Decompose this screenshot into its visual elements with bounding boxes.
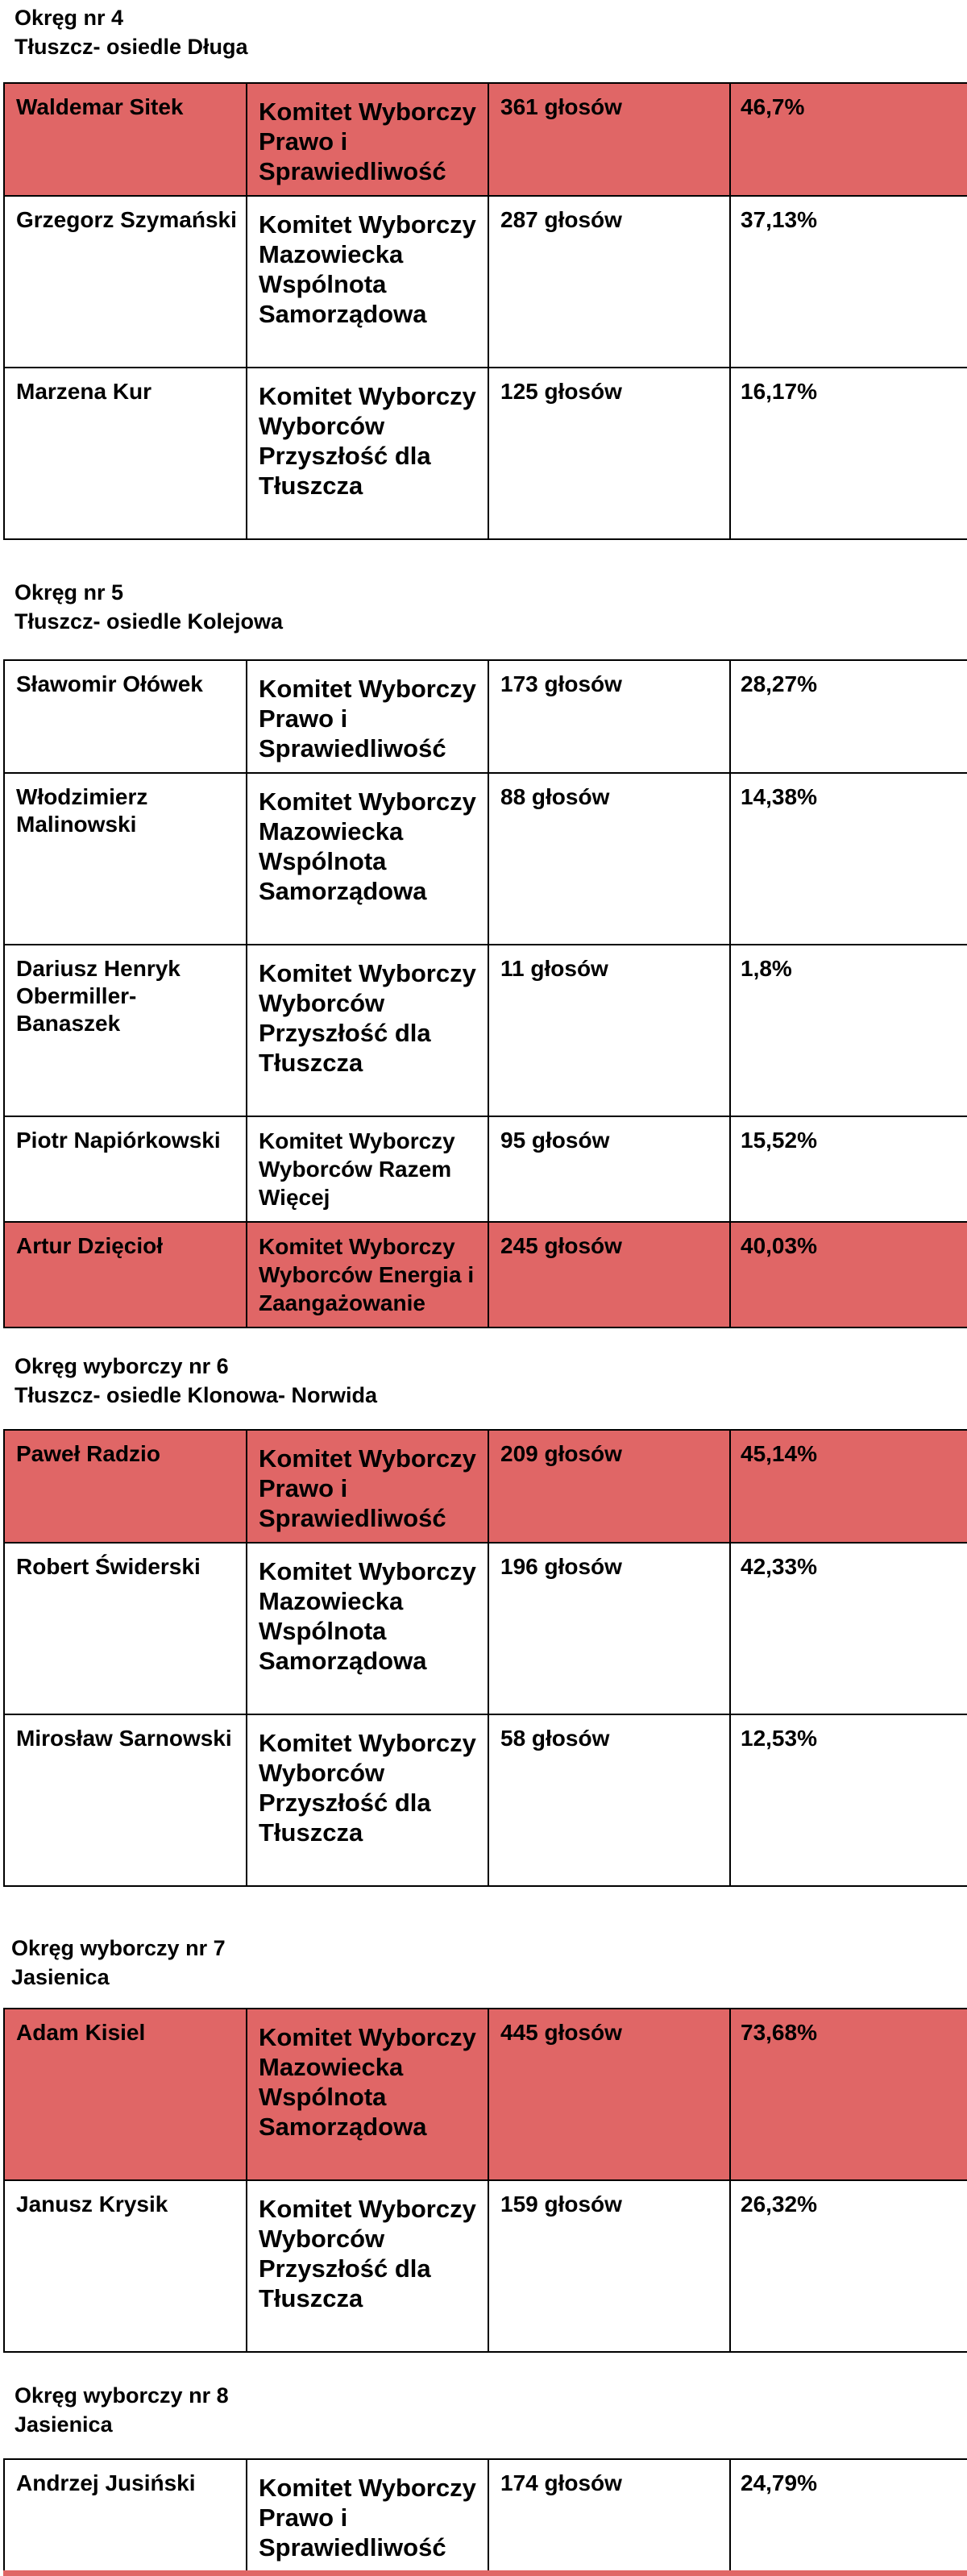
vote-percent: 37,13% <box>730 196 967 368</box>
district-title: Okręg nr 5 <box>15 580 124 605</box>
vote-percent: 1,8% <box>730 945 967 1116</box>
candidate-name: Paweł Radzio <box>4 1430 247 1543</box>
district-title: Okręg nr 4 <box>15 6 124 30</box>
candidate-name: Mirosław Sarnowski <box>4 1714 247 1886</box>
candidate-name: Artur Dzięcioł <box>4 1222 247 1327</box>
table-row <box>4 1222 967 1327</box>
vote-percent: 73,68% <box>730 2009 967 2180</box>
vote-count: 125 głosów <box>488 368 730 539</box>
committee-name: Komitet Wyborczy Wyborców Razem Więcej <box>247 1116 488 1222</box>
district-subtitle: Tłuszcz- osiedle Klonowa- Norwida <box>15 1383 378 1407</box>
vote-count: 445 głosów <box>488 2009 730 2180</box>
table-row <box>4 2459 967 2572</box>
table-row <box>4 368 967 539</box>
district-8-results-table <box>3 2458 967 2573</box>
vote-count: 209 głosów <box>488 1430 730 1543</box>
vote-count: 88 głosów <box>488 773 730 945</box>
district-subtitle: Jasienica <box>11 1965 110 1989</box>
table-row <box>4 660 967 773</box>
committee-name: Komitet Wyborczy Wyborców Przyszłość dla Tłuszcza <box>247 945 488 1116</box>
table-row <box>4 2180 967 2352</box>
district-title: Okręg wyborczy nr 8 <box>15 2383 229 2408</box>
committee-name: Komitet Wyborczy Wyborców Energia i Zaangażowanie <box>247 1222 488 1327</box>
candidate-name: Adam Kisiel <box>4 2009 247 2180</box>
committee-name: Komitet Wyborczy Wyborców Przyszłość dla Tłuszcza <box>247 2180 488 2352</box>
committee-name: Komitet Wyborczy Mazowiecka Wspólnota Samorządowa <box>247 1543 488 1714</box>
vote-count: 361 głosów <box>488 83 730 196</box>
table-row <box>4 196 967 368</box>
district-5-results-table <box>3 659 967 1328</box>
table-row <box>4 1116 967 1222</box>
vote-percent: 45,14% <box>730 1430 967 1543</box>
candidate-name: Piotr Napiórkowski <box>4 1116 247 1222</box>
district-subtitle: Tłuszcz- osiedle Kolejowa <box>15 609 284 634</box>
table-row <box>4 773 967 945</box>
candidate-name: Janusz Krysik <box>4 2180 247 2352</box>
vote-percent: 26,32% <box>730 2180 967 2352</box>
vote-count: 11 głosów <box>488 945 730 1116</box>
vote-percent: 42,33% <box>730 1543 967 1714</box>
district-5-heading <box>15 578 901 636</box>
table-row <box>4 1430 967 1543</box>
district-8-heading <box>15 2381 901 2439</box>
committee-name: Komitet Wyborczy Wyborców Przyszłość dla Tłuszcza <box>247 1714 488 1886</box>
district-6-results-table <box>3 1429 967 1887</box>
vote-count: 58 głosów <box>488 1714 730 1886</box>
candidate-name: Waldemar Sitek <box>4 83 247 196</box>
vote-count: 95 głosów <box>488 1116 730 1222</box>
committee-name: Komitet Wyborczy Mazowiecka Wspólnota Samorządowa <box>247 196 488 368</box>
committee-name: Komitet Wyborczy Wyborców Przyszłość dla Tłuszcza <box>247 368 488 539</box>
candidate-name: Dariusz Henryk Obermiller- Banaszek <box>4 945 247 1116</box>
committee-name: Komitet Wyborczy Prawo i Sprawiedliwość <box>247 660 488 773</box>
vote-percent: 28,27% <box>730 660 967 773</box>
committee-name: Komitet Wyborczy Prawo i Sprawiedliwość <box>247 1430 488 1543</box>
vote-count: 159 głosów <box>488 2180 730 2352</box>
candidate-name: Sławomir Ołówek <box>4 660 247 773</box>
table-row <box>4 1714 967 1886</box>
district-7-heading <box>11 1934 898 1992</box>
committee-name: Komitet Wyborczy Mazowiecka Wspólnota Samorządowa <box>247 2009 488 2180</box>
committee-name: Komitet Wyborczy Prawo i Sprawiedliwość <box>247 83 488 196</box>
vote-percent: 14,38% <box>730 773 967 945</box>
committee-name: Komitet Wyborczy Prawo i Sprawiedliwość <box>247 2459 488 2572</box>
next-row-highlight-edge <box>3 2570 967 2576</box>
district-4-heading <box>15 3 901 61</box>
vote-count: 287 głosów <box>488 196 730 368</box>
candidate-name: Marzena Kur <box>4 368 247 539</box>
vote-count: 173 głosów <box>488 660 730 773</box>
district-title: Okręg wyborczy nr 7 <box>11 1936 226 1960</box>
table-row <box>4 83 967 196</box>
candidate-name: Grzegorz Szymański <box>4 196 247 368</box>
district-4-results-table <box>3 82 967 540</box>
table-row <box>4 2009 967 2180</box>
table-row <box>4 1543 967 1714</box>
vote-percent: 46,7% <box>730 83 967 196</box>
vote-percent: 12,53% <box>730 1714 967 1886</box>
candidate-name: Robert Świderski <box>4 1543 247 1714</box>
vote-percent: 15,52% <box>730 1116 967 1222</box>
vote-count: 196 głosów <box>488 1543 730 1714</box>
district-6-heading <box>15 1352 901 1410</box>
district-title: Okręg wyborczy nr 6 <box>15 1354 229 1378</box>
candidate-name: Andrzej Jusiński <box>4 2459 247 2572</box>
vote-percent: 16,17% <box>730 368 967 539</box>
vote-percent: 24,79% <box>730 2459 967 2572</box>
committee-name: Komitet Wyborczy Mazowiecka Wspólnota Samorządowa <box>247 773 488 945</box>
district-7-results-table <box>3 2008 967 2353</box>
candidate-name: Włodzimierz Malinowski <box>4 773 247 945</box>
vote-count: 245 głosów <box>488 1222 730 1327</box>
vote-count: 174 głosów <box>488 2459 730 2572</box>
vote-percent: 40,03% <box>730 1222 967 1327</box>
district-subtitle: Tłuszcz- osiedle Długa <box>15 35 248 59</box>
table-row <box>4 945 967 1116</box>
district-subtitle: Jasienica <box>15 2412 113 2437</box>
